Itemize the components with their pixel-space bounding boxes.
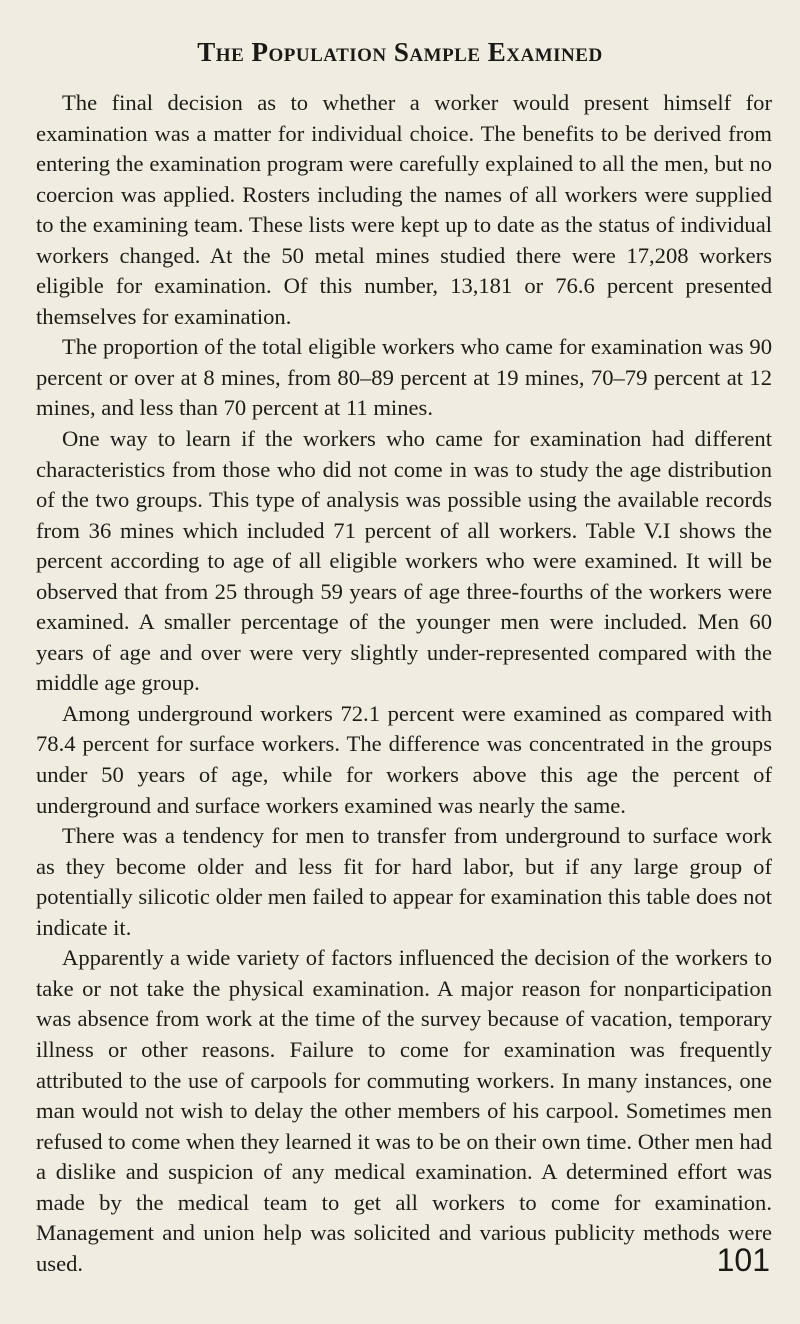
page-number: 101 xyxy=(716,1242,770,1278)
body-text xyxy=(36,88,772,1279)
running-head: The Population Sample Examined xyxy=(197,37,603,67)
paragraph-proportion-by-mine: The proportion of the total eligible workers who came for examination was 90 percent or over at 8 mines, from 80–89 percent at 19 mines, 70–79 percent at 12 mines, and less than 70 percent at 11 mines. xyxy=(36,334,772,421)
paragraph-examination-choice: The final decision as to whether a worker would present himself for examination was a matter for individual choice. The benefits to be derived from entering the examination program were carefully explained to all the men, but no coercion was applied. Rosters including the names of all workers were supplied to the examining team. These lists were kept up to date as the status of individual workers changed. At the 50 metal mines studied there were 17,208 workers eligible for examination. Of this number, 13,181 or 76.6 percent presented themselves for examination. xyxy=(36,90,772,329)
paragraph-underground-vs-surface: Among underground workers 72.1 percent were examined as compared with 78.4 percent for surface workers. The difference was concentrated in the groups under 50 years of age, while for workers above this age the percent of underground and surface workers examined was nearly the same. xyxy=(36,700,772,818)
paragraph-nonparticipation-factors: Apparently a wide variety of factors influenced the decision of the workers to take or not take the physical examination. A major reason for nonparticipation was absence from work at the time of the survey because of vacation, temporary illness or other reasons. Failure to come for examination was frequently attributed to the use of carpools for commuting workers. In many instances, one man would not wish to delay the other members of his carpool. Sometimes men refused to come when they learned it was to be on their own time. Other men had a dislike and suspicion of any medical examination. A determined effort was made by the medical team to get all workers to come for examination. Management and union help was solicited and various publicity methods were used. xyxy=(36,945,772,1276)
paragraph-transfer-tendency: There was a tendency for men to transfer from underground to surface work as they become older and less fit for hard labor, but if any large group of potentially silicotic older men failed to appear for examination this table does not indicate it. xyxy=(36,823,772,940)
paragraph-age-distribution: One way to learn if the workers who came for examination had different characteristics from those who did not come in was to study the age distribution of the two groups. This type of analysis was possible using the available records from 36 mines which included 71 percent of all workers. Table V.I shows the percent according to age of all eligible workers who were examined. It will be observed that from 25 through 59 years of age three-fourths of the workers were examined. A smaller percentage of the younger men were included. Men 60 years of age and over were very slightly under-represented compared with the middle age group. xyxy=(36,426,772,696)
